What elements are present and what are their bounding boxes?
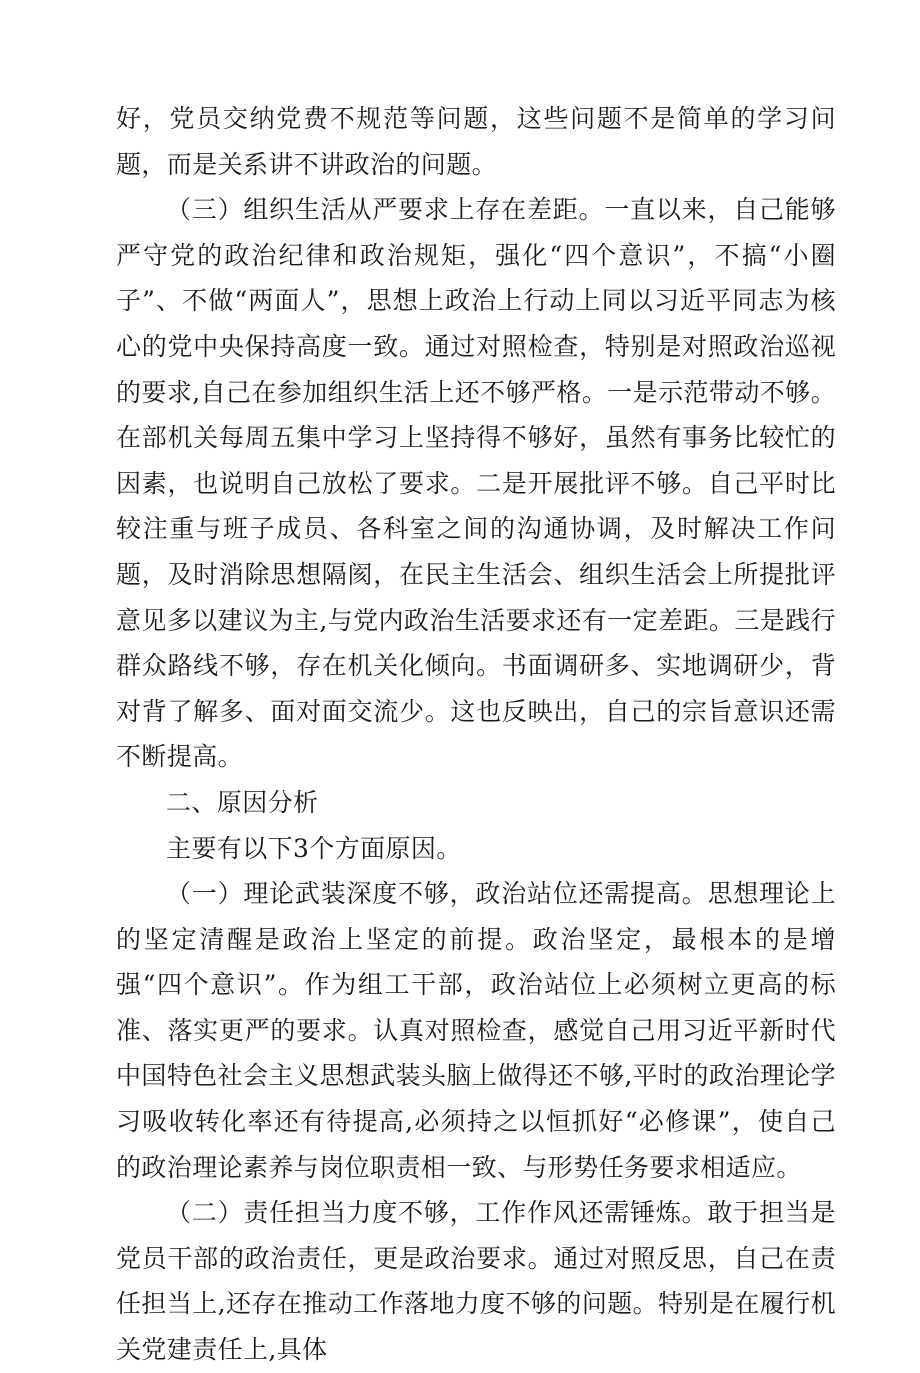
paragraph-continued: 好，党员交纳党费不规范等问题，这些问题不是简单的学习问题，而是关系讲不讲政治的问题。	[116, 104, 836, 179]
paragraph-organization-life: （三）组织生活从严要求上存在差距。一直以来，自己能够严守党的政治纪律和政治规矩，强化“四个意识”，不搞“小圈子”、不做“两面人”，思想上政治上行动上同以习近平同志为核心的党中央保持高度一致。通过对照检查，特别是对照政治巡视的要求,自己在参加组织生活上还不够严格。一是示范带动不够。在部机关每周五集中学习上坚持得不够好，虽然有事务比较忙的因素，也说明自己放松了要求。二是开展批评不够。自己平时比较注重与班子成员、各科室之间的沟通协调，及时解决工作问题，及时消除思想隔阂，在民主生活会、组织生活会上所提批评意见多以建议为主,与党内政治生活要求还有一定差距。三是践行群众路线不够，存在机关化倾向。书面调研多、实地调研少，背对背了解多、面对面交流少。这也反映出，自己的宗旨意识还需不断提高。	[116, 195, 836, 772]
paragraph-theory-armament: （一）理论武装深度不够，政治站位还需提高。思想理论上的坚定清醒是政治上坚定的前提。政治坚定，最根本的是增强“四个意识”。作为组工干部，政治站位上必须树立更高的标准、落实更严的要求。认真对照检查，感觉自己用习近平新时代中国特色社会主义思想武装头脑上做得还不够,平时的政治理论学习吸收转化率还有待提高,必须持之以恒抓好“必修课”，使自己的政治理论素养与岗位职责相一致、与形势任务要求相适应。	[116, 879, 836, 1182]
paragraph-responsibility: （二）责任担当力度不够，工作作风还需锤炼。敢于担当是党员干部的政治责任，更是政治要求。通过对照反思，自己在责任担当上,还存在推动工作落地力度不够的问题。特别是在履行机关党建责任上,具体	[116, 1198, 836, 1365]
paragraph-cause-intro: 主要有以下3个方面原因。	[166, 833, 462, 863]
section-heading-cause-analysis: 二、原因分析	[166, 787, 319, 817]
document-body	[116, 96, 836, 1373]
